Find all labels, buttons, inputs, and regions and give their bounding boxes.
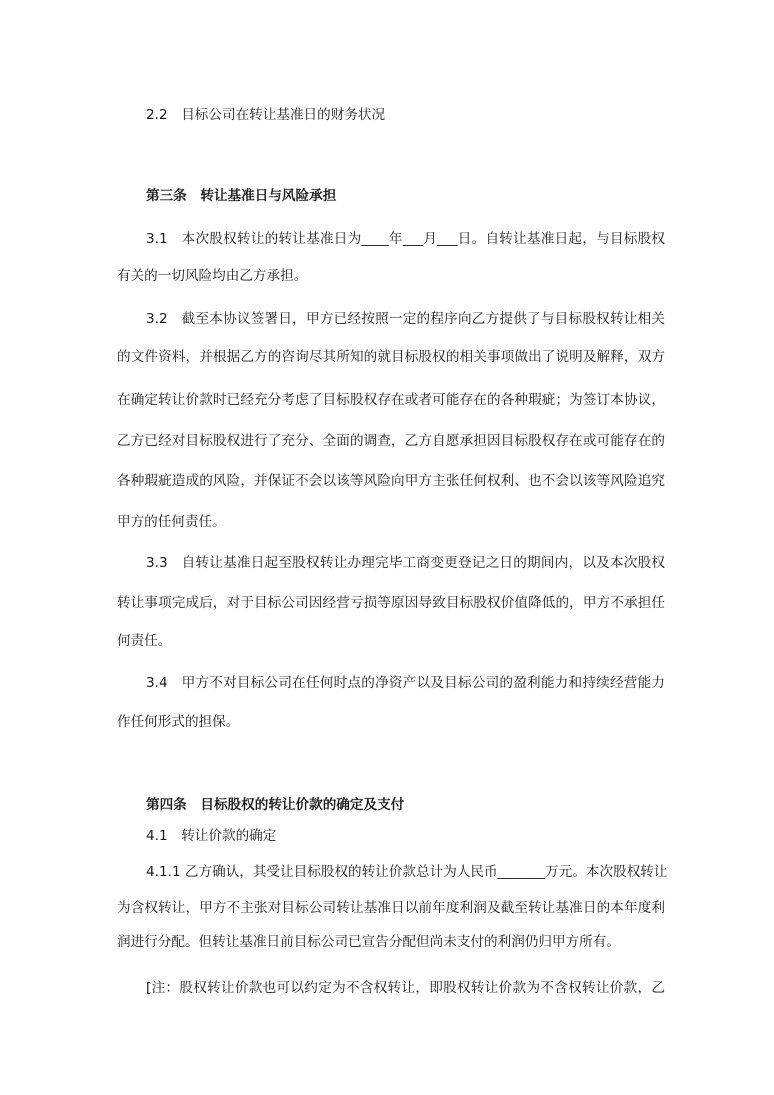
paragraph-3-2-line: 甲方的任何责任。 <box>117 514 226 530</box>
paragraph-3-1-line: 3.1 本次股权转让的转让基准日为____年___月___日。自转让基准日起，与目标股权 <box>146 231 665 247</box>
section-2-2: 2.2 目标公司在转让基准日的财务状况 <box>146 107 386 123</box>
paragraph-3-3-line: 何责任。 <box>117 633 172 649</box>
paragraph-4-1-1-line: 润进行分配。但转让基准日前目标公司已宣告分配但尚未支付的利润仍归甲方所有。 <box>117 934 620 950</box>
paragraph-3-2-line: 3.2 截至本协议签署日，甲方已经按照一定的程序向乙方提供了与目标股权转让相关 <box>146 311 665 327</box>
paragraph-3-3-line: 转让事项完成后，对于目标公司因经营亏损等原因导致目标股权价值降低的，甲方不承担任 <box>117 595 665 611</box>
paragraph-3-4-line: 3.4 甲方不对目标公司在任何时点的净资产以及目标公司的盈利能力和持续经营能力 <box>146 675 665 691</box>
paragraph-3-2-line: 的文件资料，并根据乙方的咨询尽其所知的就目标股权的相关事项做出了说明及解释，双方 <box>117 349 665 365</box>
paragraph-3-1-line: 有关的一切风险均由乙方承担。 <box>117 268 308 284</box>
paragraph-3-3-line: 3.3 自转让基准日起至股权转让办理完毕工商变更登记之日的期间内，以及本次股权 <box>146 555 665 571</box>
paragraph-3-2-line: 乙方已经对目标股权进行了充分、全面的调查，乙方自愿承担因目标股权存在或可能存在的 <box>117 433 665 449</box>
paragraph-3-2-line: 在确定转让价款时已经充分考虑了目标股权存在或者可能存在的各种瑕疵；为签订本协议， <box>117 392 665 408</box>
paragraph-4-1-1-line: 为含权转让，甲方不主张对目标公司转让基准日以前年度利润及截至转让基准日的本年度利 <box>117 900 665 916</box>
note-line: [注：股权转让价款也可以约定为不含权转让，即股权转让价款为不含权转让价款，乙 <box>146 980 665 996</box>
paragraph-3-4-line: 作任何形式的担保。 <box>117 714 240 730</box>
paragraph-4-1-1-line: 4.1.1 乙方确认，其受让目标股权的转让价款总计为人民币_______万元。本次股权转让 <box>146 864 668 880</box>
article-4-heading: 第四条 目标股权的转让价款的确定及支付 <box>146 797 405 813</box>
paragraph-3-2-line: 各种瑕疵造成的风险，并保证不会以该等风险向甲方主张任何权利、也不会以该等风险追究 <box>117 473 665 489</box>
article-3-heading: 第三条 转让基准日与风险承担 <box>146 188 337 204</box>
section-4-1: 4.1 转让价款的确定 <box>146 828 277 844</box>
